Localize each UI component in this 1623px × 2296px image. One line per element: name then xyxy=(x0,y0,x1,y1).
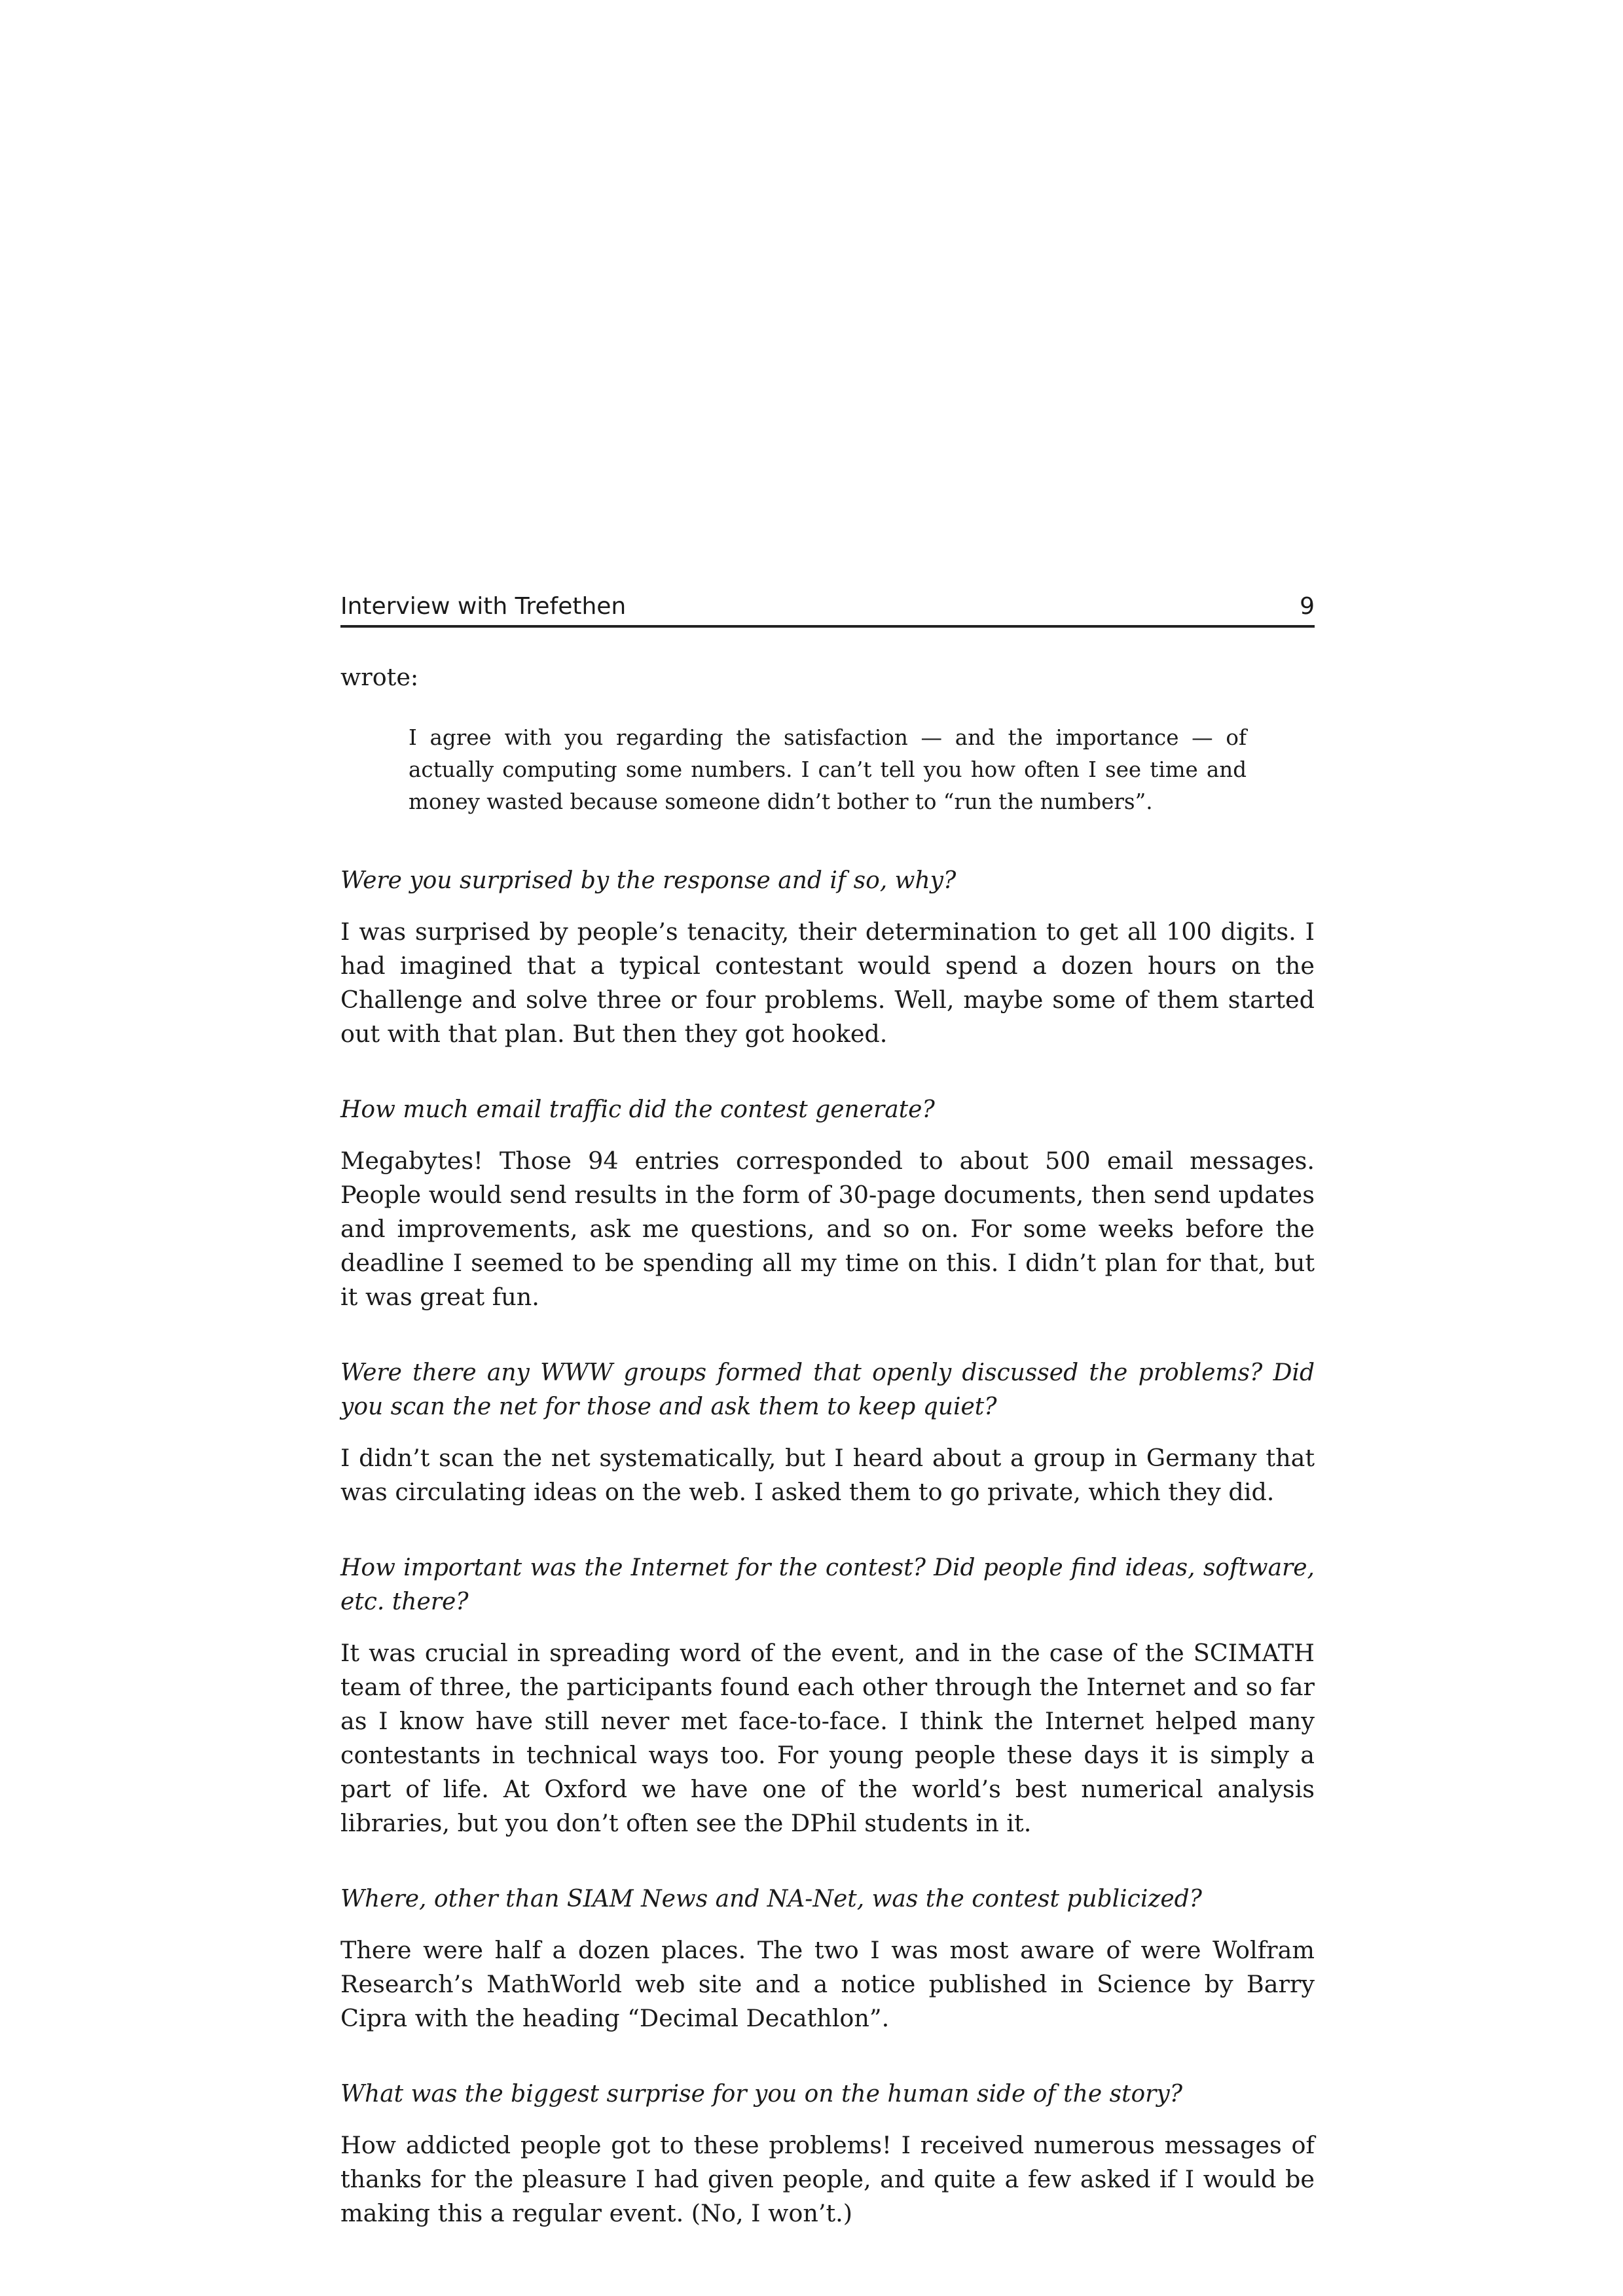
qa-block xyxy=(340,1356,1315,1509)
page-number: 9 xyxy=(1300,593,1315,620)
question: Were there any WWW groups formed that openly discussed the problems? Did you scan the net for those and ask them to keep quiet? xyxy=(340,1359,1315,1420)
page xyxy=(340,592,1315,2231)
qa-block xyxy=(340,2077,1315,2231)
answer: I didn’t scan the net systematically, but I heard about a group in Germany that was circulating ideas on the web. I asked them to go private, which they did. xyxy=(340,1444,1315,1506)
question: How important was the Internet for the contest? Did people find ideas, software, etc. there? xyxy=(340,1554,1315,1615)
answer: It was crucial in spreading word of the event, and in the case of the SCIMATH team of three, the participants found each other through the Internet and so far as I know have still never met face-to-face. I think the Internet helped many contestants in technical ways too. For young people these days it is simply a part of life. At Oxford we have one of the world’s best numerical analysis libraries, but you don’t often see the DPhil students in it. xyxy=(340,1639,1315,1837)
question: How much email traffic did the contest generate? xyxy=(340,1096,935,1123)
qa-block xyxy=(340,1551,1315,1840)
qa-block xyxy=(340,1093,1315,1314)
question: What was the biggest surprise for you on the human side of the story? xyxy=(340,2081,1183,2108)
question: Were you surprised by the response and if so, why? xyxy=(340,867,957,894)
lead-paragraph: wrote: xyxy=(340,663,419,691)
block-quote: I agree with you regarding the satisfaction — and the importance — of actually computing some numbers. I can’t tell you how often I see time and money wasted because someone didn’t bother to “run the numbers”. xyxy=(409,725,1247,814)
qa-block xyxy=(340,1882,1315,2036)
question: Where, other than SIAM News and NA-Net, was the contest publicized? xyxy=(340,1886,1202,1912)
answer: How addicted people got to these problems! I received numerous messages of thanks for the pleasure I had given people, and quite a few asked if I would be making this a regular event. (No, I won’t.) xyxy=(340,2131,1315,2227)
running-title: Interview with Trefethen xyxy=(340,593,627,620)
answer: There were half a dozen places. The two I was most aware of were Wolfram Research’s MathWorld web site and a notice published in Science by Barry Cipra with the heading “Decimal Decathlon”. xyxy=(340,1936,1315,2032)
answer: Megabytes! Those 94 entries corresponded to about 500 email messages. People would send results in the form of 30-page documents, then send updates and improvements, ask me questions, and so on. For some weeks before the deadline I seemed to be spending all my time on this. I didn’t plan for that, but it was great fun. xyxy=(340,1147,1315,1311)
answer: I was surprised by people’s tenacity, their determination to get all 100 digits. I had imagined that a typical contestant would spend a dozen hours on the Challenge and solve three or four problems. Well, maybe some of them started out with that plan. But then they got hooked. xyxy=(340,918,1315,1048)
qa-block xyxy=(340,864,1315,1051)
running-header xyxy=(340,592,1315,628)
